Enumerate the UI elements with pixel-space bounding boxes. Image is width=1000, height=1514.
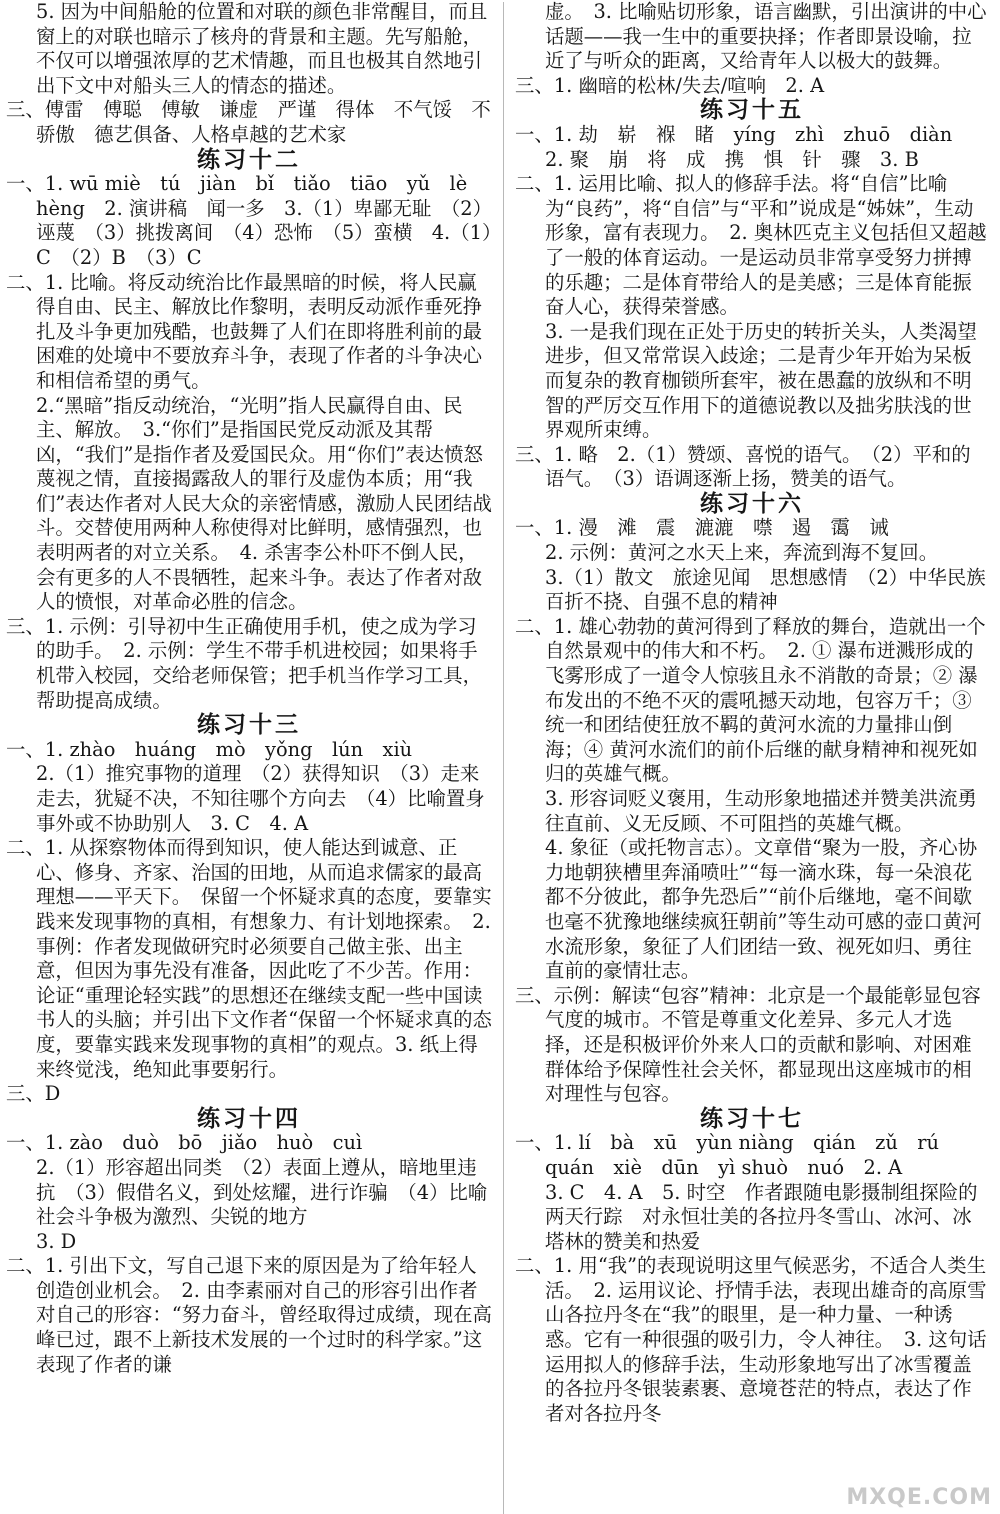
right-column — [515, 0, 989, 1426]
answer-block: 5. 因为中间船舱的位置和对联的颜色非常醒目，而且窗上的对联也暗示了核舟的背景和主题。先写船舱，不仅可以增强浓厚的艺术情趣，而且也极其自然地引出下文中对船头三人的情态的描述。 — [36, 0, 488, 97]
answer-block: 2.（1）形容超出同类 （2）表面上遵从，暗地里违抗 （3）假借名义，到处炫耀，进行诈骗 （4）比喻社会斗争极为激烈、尖锐的地方 — [36, 1155, 488, 1229]
section-heading: 练习十三 — [197, 712, 301, 739]
answer-block: 三、示例：解读“包容”精神：北京是一个最能彰显包容气度的城市。不管是尊重文化差异、多元人才选择，还是积极评价外来人口的贡献和影响、对困难群体给予保障性社会关怀，都显现出这座城市的相对理性与包容。 — [515, 983, 981, 1106]
answer-block: 3. 形容词贬义褒用，生动形象地描述并赞美洪流勇往直前、义无反顾、不可阻挡的英雄气概。 — [545, 787, 977, 835]
answer-block: 二、1. 从探察物体而得到知识，使人能达到诚意、正心、修身、齐家、治国的田地，从而追求儒家的最高理想——平天下。 保留一个怀疑求真的态度，要靠实践来发现事物的真相，有想象力、有计划地探索。 2. 事例：作者发现做研究时必须要自己做主张、出主意，但因为事先没有准备，因此吃了不少苦。作用：论证“重理论轻实践”的思想还在继续支配一些中国读书人的头脑；并引出下文作者“保留一个怀疑求真的态度，要靠实践来发现事物的真相”的观点。3. 纸上得来终觉浅，绝知此事要躬行。 — [6, 836, 492, 1081]
answer-block: 一、1. zào duò bō jiǎo huò cuì — [6, 1131, 363, 1155]
answer-block: 二、1. 引出下文，写自己退下来的原因是为了给年轻人创造创业机会。 2. 由李素丽对自己的形容引出作者对自己的形容：“努力奋斗，曾经取得过成绩，现在高峰已过，跟不上新技术发展的一个过时的科学家。”这表现了作者的谦 — [6, 1254, 492, 1376]
answer-block: 3. 一是我们现在正处于历史的转折关头，人类渴望进步，但又常常误入歧途；二是青少年开始为呆板而复杂的教育枷锁所套牢，被在愚蠢的放纵和不明智的严厉交互作用下的道德说教以及拙劣肤浅的世界观所束缚。 — [545, 319, 977, 442]
section-heading: 练习十七 — [700, 1105, 804, 1132]
answer-block: 2.“黑暗”指反动统治，“光明”指人民赢得自由、民主、解放。 3.“你们”是指国民党反动派及其帮凶，“我们”是指作者及爱国民众。用“你们”表达愤怒蔑视之情，直接揭露敌人的罪行及虚伪本质；用“我们”表达作者对人民大众的亲密情感，激励人民团结战斗。交替使用两种人称使得对比鲜明，感情强烈，也表明两者的对立关系。 4. 杀害李公朴吓不倒人民，会有更多的人不畏牺牲，起来斗争。表达了作者对敌人的愤恨，对革命必胜的信念。 — [36, 393, 492, 614]
answer-block: 三、1. 示例：引导初中生正确使用手机，使之成为学习的助手。 2. 示例：学生不带手机进校园；如果将手机带入校园，交给老师保管；把手机当作学习工具，帮助提高成绩。 — [6, 614, 482, 712]
section-heading: 练习十五 — [700, 97, 804, 124]
answer-block: 三、1. 幽暗的松林/失去/喧响 2. A — [515, 73, 825, 97]
answer-block: 3. D — [36, 1229, 77, 1253]
section-heading: 练习十六 — [700, 490, 804, 517]
answer-block: 3.（1）散文 旅途见闻 思想感情 （2）中华民族百折不挠、自强不息的精神 — [545, 565, 986, 614]
answer-block: 二、1. 运用比喻、拟人的修辞手法。将“自信”比喻为“良药”，将“自信”与“平和”说成是“姊妹”，生动形象，富有表现力。 2. 奥林匹克主义包括但又超越了一般的体育运动。一是运动员非常享受努力拼搏的乐趣；二是体育带给人的是美感；三是体育能振奋人心，获得荣誉感。 — [515, 172, 987, 319]
section-heading: 练习十四 — [197, 1105, 301, 1132]
answer-block: 2. 示例：黄河之水天上来，奔流到海不复回。 — [545, 541, 939, 565]
answer-block: 二、1. 比喻。将反动统治比作最黑暗的时候，将人民赢得自由、民主、解放比作黎明，表明反动派作垂死挣扎及斗争更加残酷，也鼓舞了人们在即将胜利前的最困难的处境中不要放弃斗争，表现了作者的斗争决心和相信希望的勇气。 — [6, 270, 482, 392]
answer-block: 4. 象征（或托物言志）。文章借“聚为一股，齐心协力地朝狭槽里奔涌喷吐”“每一滴水珠，每一朵浪花都不分彼此，都争先恐后”“前仆后继地，毫不间歇也毫不犹豫地继续疯狂朝前”等生动可感的壶口黄河水流形象，象征了人们团结一致、视死如归、勇往直前的豪情壮志。 — [545, 836, 982, 983]
answer-block: 3. C 4. A 5. 时空 作者跟随电影摄制组探险的两天行踪 对永恒壮美的各拉丹冬雪山、冰河、冰塔林的赞美和热爱 — [545, 1180, 978, 1253]
column-divider — [503, 2, 504, 1514]
answer-block: 二、1. 用“我”的表现说明这里气候恶劣，不适合人类生活。 2. 运用议论、抒情手法，表现出雄奇的高原雪山各拉丹冬在“我”的眼里，是一种力量、一种诱惑。它有一种很强的吸引力，令人神往。 3. 这句话运用拟人的修辞手法，生动形象地写出了冰雪覆盖的各拉丹冬银装素裹、意境苍茫的特点，表达了作者对各拉丹冬 — [515, 1254, 987, 1425]
answer-block: 三、傅雷 傅聪 傅敏 谦虚 严谨 得体 不气馁 不骄傲 德艺俱备、人格卓越的艺术家 — [6, 98, 491, 146]
section-heading: 练习十二 — [197, 146, 301, 173]
watermark: MXQE.COM — [846, 1485, 992, 1510]
answer-block: 2.（1）推究事物的道理 （2）获得知识 （3）走来走去，犹疑不决，不知往哪个方向去 （4）比喻置身事外或不协助别人 3. C 4. A — [36, 762, 485, 835]
answer-block: 三、D — [6, 1082, 61, 1106]
answer-block: 一、1. lí bà xū yùn niàng qián zǔ rú quán xiè dūn yì shuò nuó 2. A — [515, 1131, 959, 1179]
left-column — [6, 0, 492, 1377]
answer-block: 三、1. 略 2.（1）赞颂、喜悦的语气。 （2）平和的语气。 （3）语调逐渐上扬，赞美的语气。 — [515, 442, 971, 491]
answer-block: 2. 聚 崩 将 成 携 惧 针 骤 3. B — [545, 147, 919, 171]
answer-block: 一、1. 劫 崭 褓 睹 yíng zhì zhuō diàn — [515, 122, 953, 146]
answer-block: 二、1. 雄心勃勃的黄河得到了释放的舞台，造就出一个自然景观中的伟大和不朽。 2. ① 瀑布迸溅形成的飞雾形成了一道令人惊骇且永不消散的奇景；② 瀑布发出的不绝不灭的震吼撼天动地，包容万千；③ 统一和团结使狂放不羁的黄河水流的力量排山倒海；④ 黄河水流们的前仆后继的献身精神和视死如归的英雄气概。 — [515, 614, 986, 786]
answer-block: 一、1. wū miè tú jiàn bǐ tiǎo tiāo yǔ lè hèng 2. 演讲稿 闻一多 3.（1）卑鄙无耻 （2）诬蔑 （3）挑拨离间 （4）恐怖 （5）蛮横 4.（1）C （2）B （3）C — [6, 172, 492, 269]
answer-block: 一、1. 漫 滩 震 漉漉 噤 遏 霭 诫 — [515, 516, 889, 540]
answer-block: 虚。 3. 比喻贴切形象，语言幽默，引出演讲的中心话题——我一生中的重要抉择；作者即景设喻，拉近了与听众的距离，又给青年人以极大的鼓舞。 — [545, 0, 987, 73]
answer-block: 一、1. zhào huáng mò yǒng lún xiù — [6, 737, 413, 761]
